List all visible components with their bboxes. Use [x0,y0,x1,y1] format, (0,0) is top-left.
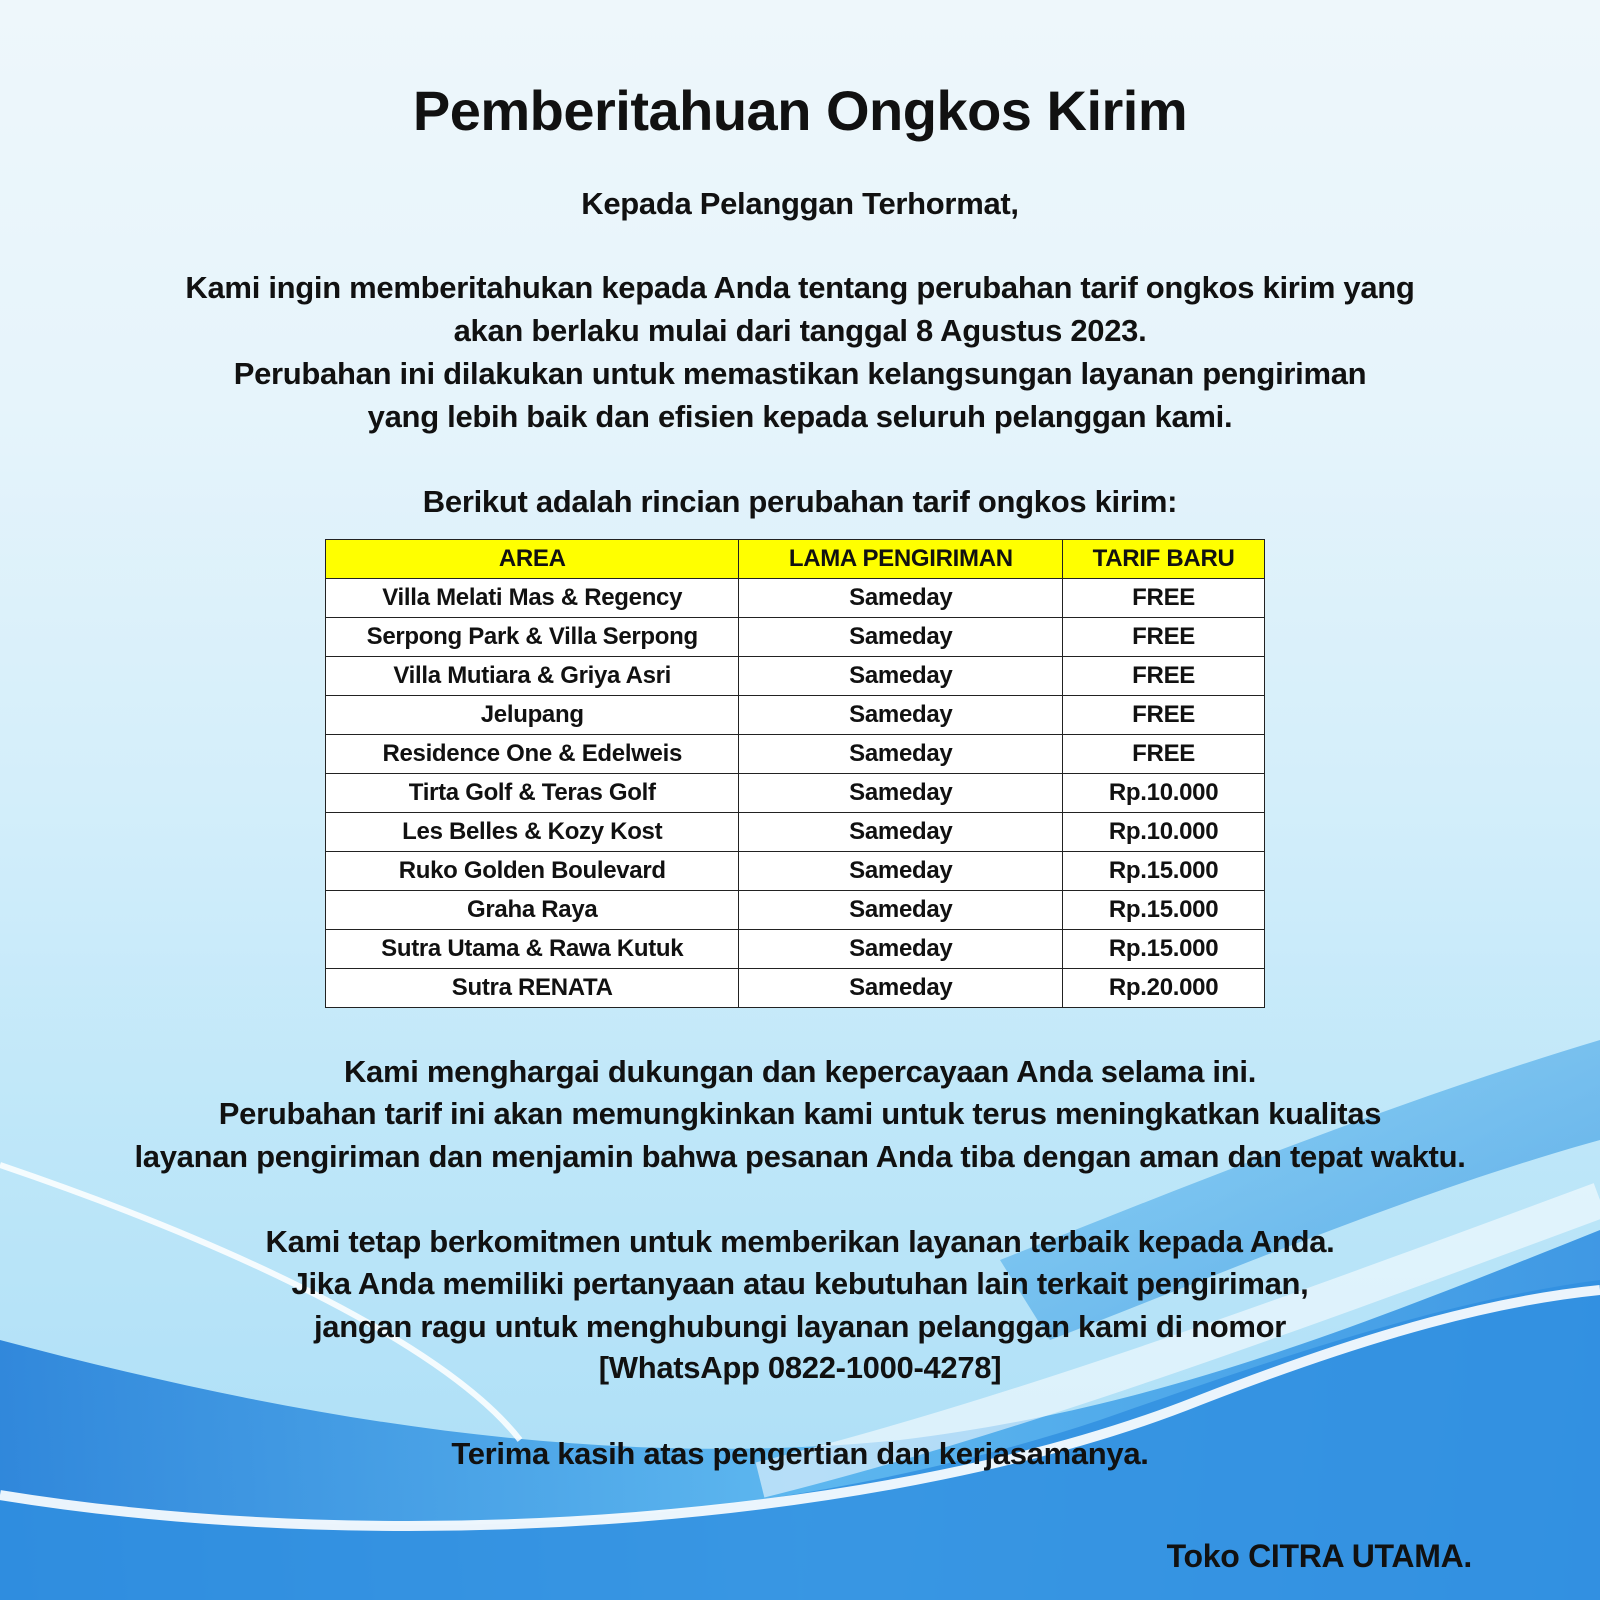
column-header-delivery-time: LAMA PENGIRIMAN [739,540,1063,579]
delivery-time-cell: Sameday [739,735,1063,774]
commitment-line: jangan ragu untuk menghubungi layanan pelanggan kami di nomor [313,1309,1287,1344]
intro-line: akan berlaku mulai dari tanggal 8 Agustus 2023. [453,313,1147,348]
area-cell: Sutra RENATA [326,969,739,1008]
rate-cell: Rp.15.000 [1063,891,1265,930]
signature: Toko CITRA UTAMA. [1166,1538,1472,1574]
delivery-time-cell: Sameday [739,852,1063,891]
table-row [326,891,1265,930]
delivery-time-cell: Sameday [739,618,1063,657]
delivery-time-cell: Sameday [739,657,1063,696]
delivery-time-cell: Sameday [739,774,1063,813]
commitment-line: Jika Anda memiliki pertanyaan atau kebutuhan lain terkait pengiriman, [291,1266,1309,1301]
column-header-area: AREA [326,540,739,579]
area-cell: Sutra Utama & Rawa Kutuk [326,930,739,969]
table-row [326,969,1265,1008]
rate-cell: FREE [1063,579,1265,618]
intro-line: Perubahan ini dilakukan untuk memastikan kelangsungan layanan pengiriman [233,356,1367,391]
rate-cell: Rp.20.000 [1063,969,1265,1008]
rate-cell: FREE [1063,696,1265,735]
rate-cell: Rp.10.000 [1063,813,1265,852]
rate-cell: Rp.15.000 [1063,930,1265,969]
area-cell: Tirta Golf & Teras Golf [326,774,739,813]
table-row [326,735,1265,774]
shipping-rate-table [325,539,1265,1008]
whatsapp-contact: [WhatsApp 0822-1000-4278] [598,1350,1002,1385]
delivery-time-cell: Sameday [739,891,1063,930]
area-cell: Jelupang [326,696,739,735]
greeting: Kepada Pelanggan Terhormat, [581,186,1019,221]
table-row [326,930,1265,969]
appreciation-line: layanan pengiriman dan menjamin bahwa pesanan Anda tiba dengan aman dan tepat waktu. [134,1139,1466,1174]
table-row [326,696,1265,735]
rate-cell: FREE [1063,657,1265,696]
area-cell: Serpong Park & Villa Serpong [326,618,739,657]
table-row [326,657,1265,696]
delivery-time-cell: Sameday [739,813,1063,852]
table-row [326,852,1265,891]
area-cell: Villa Melati Mas & Regency [326,579,739,618]
table-row [326,774,1265,813]
table-header-row [326,540,1265,579]
rate-cell: FREE [1063,735,1265,774]
area-cell: Villa Mutiara & Griya Asri [326,657,739,696]
rate-cell: Rp.10.000 [1063,774,1265,813]
appreciation-line: Kami menghargai dukungan dan kepercayaan Anda selama ini. [343,1054,1257,1089]
area-cell: Ruko Golden Boulevard [326,852,739,891]
appreciation-line: Perubahan tarif ini akan memungkinkan kami untuk terus meningkatkan kualitas [218,1096,1382,1131]
delivery-time-cell: Sameday [739,969,1063,1008]
intro-line: yang lebih baik dan efisien kepada seluruh pelanggan kami. [367,399,1233,434]
intro-line: Kami ingin memberitahukan kepada Anda tentang perubahan tarif ongkos kirim yang [185,270,1415,305]
delivery-time-cell: Sameday [739,579,1063,618]
table-intro: Berikut adalah rincian perubahan tarif ongkos kirim: [422,484,1178,519]
table-row [326,813,1265,852]
page-title: Pemberitahuan Ongkos Kirim [412,79,1188,142]
area-cell: Les Belles & Kozy Kost [326,813,739,852]
delivery-time-cell: Sameday [739,696,1063,735]
delivery-time-cell: Sameday [739,930,1063,969]
column-header-new-rate: TARIF BARU [1063,540,1265,579]
rate-cell: FREE [1063,618,1265,657]
commitment-line: Kami tetap berkomitmen untuk memberikan layanan terbaik kepada Anda. [265,1224,1335,1259]
closing-line: Terima kasih atas pengertian dan kerjasamanya. [451,1436,1149,1471]
area-cell: Graha Raya [326,891,739,930]
table-row [326,579,1265,618]
table-row [326,618,1265,657]
rate-cell: Rp.15.000 [1063,852,1265,891]
area-cell: Residence One & Edelweis [326,735,739,774]
